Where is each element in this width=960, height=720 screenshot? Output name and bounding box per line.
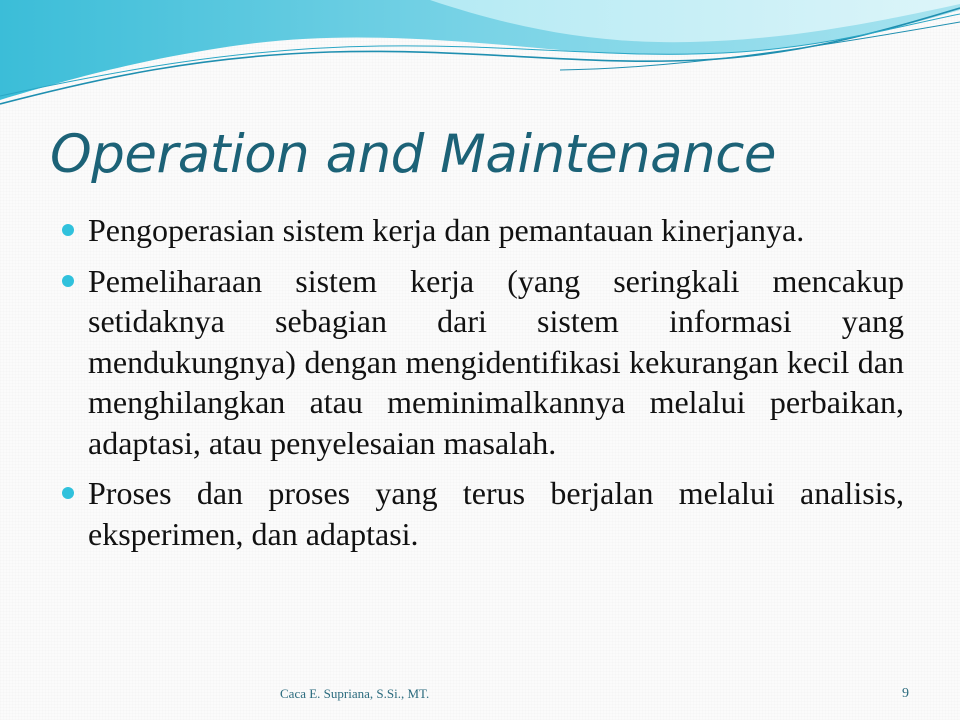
bullet-text: Pengoperasian sistem kerja dan pemantauan kinerjanya.: [88, 212, 805, 248]
bullet-item: [60, 210, 904, 251]
slide-title: Operation and Maintenance: [50, 124, 776, 185]
bullet-text: Pemeliharaan sistem kerja (yang seringkali mencakup setidaknya sebagian dari sistem informasi yang mendukungnya) dengan mengidentifikasi kekurangan kecil dan menghilangkan atau meminimalkannya melalui perbaikan, adaptasi, atau penyelesaian masalah.: [88, 262, 904, 461]
page-number: 9: [902, 686, 909, 701]
bullet-dot-icon: [62, 275, 74, 287]
bullet-item: [60, 261, 904, 464]
header-wave-decoration: [0, 0, 960, 120]
bullet-dot-icon: [62, 224, 74, 236]
bullet-text: Proses dan proses yang terus berjalan melalui analisis, eksperimen, dan adaptasi.: [88, 475, 904, 552]
bullet-list: [60, 210, 904, 564]
bullet-item: [60, 473, 904, 554]
bullet-dot-icon: [62, 487, 74, 499]
footer-author: Caca E. Supriana, S.Si., MT.: [280, 686, 430, 701]
